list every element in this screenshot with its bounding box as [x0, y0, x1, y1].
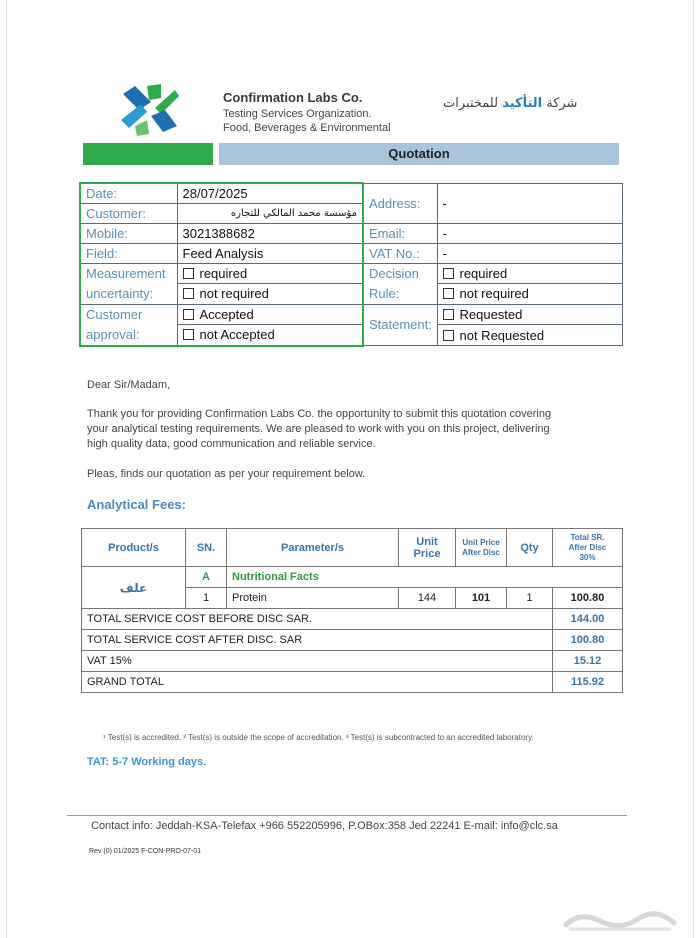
vat-value: - [437, 243, 622, 263]
header-after-disc [456, 529, 507, 567]
email-label: Email: [363, 223, 437, 243]
arabic-suffix: للمختبرات [443, 96, 503, 111]
header-product: Product/s [82, 529, 186, 567]
checkbox-icon[interactable] [183, 288, 194, 299]
row-sn: 1 [186, 588, 227, 609]
st-opt1-label: Requested [459, 306, 523, 322]
group-sn: A [186, 567, 227, 588]
email-value: - [437, 223, 622, 243]
st-opt2-label: not Requested [459, 327, 545, 343]
ca-option-accepted[interactable] [177, 304, 363, 325]
st-option-not-requested[interactable] [437, 325, 622, 346]
mu-option-not-required[interactable] [177, 284, 363, 305]
watermark-icon [560, 905, 680, 933]
company-name: Confirmation Labs Co. [223, 90, 363, 105]
mu-option-required[interactable] [177, 263, 363, 284]
address-value: - [437, 183, 622, 223]
arabic-prefix: شركة [542, 96, 578, 111]
company-name-arabic [443, 96, 577, 111]
intro-line3: high quality data, good communication and reliable service. [87, 438, 376, 450]
intro-line2: your analytical testing requirements. We are pleased to work with you on this project, delivering [87, 423, 550, 435]
intro-paragraph [87, 407, 627, 452]
product-name: علف [82, 567, 186, 609]
customer-approval-label [80, 304, 177, 346]
summary-label: VAT 15% [82, 651, 553, 672]
turnaround-time: TAT: 5-7 Working days. [87, 756, 207, 768]
summary-row [82, 630, 623, 651]
ca-opt1-label: Accepted [199, 306, 254, 322]
summary-value: 115.92 [553, 672, 623, 693]
row-qty: 1 [507, 588, 553, 609]
fees-table [81, 528, 623, 693]
company-subtitle [223, 107, 391, 135]
date-label: Date: [80, 183, 177, 203]
header-after-disc-1: Unit Price [462, 537, 500, 547]
row-unit-price: 144 [399, 588, 456, 609]
checkbox-icon[interactable] [183, 268, 194, 279]
company-subtitle-line1: Testing Services Organization. [223, 108, 372, 120]
statement-label: Statement: [363, 304, 437, 346]
ca-label-line1: Customer [86, 306, 143, 322]
header-total-3: 30% [579, 552, 596, 562]
checkbox-icon[interactable] [183, 309, 194, 320]
summary-row [82, 609, 623, 630]
ca-label-line2: approval: [86, 326, 140, 342]
checkbox-icon[interactable] [443, 288, 454, 299]
customer-value: مؤسسة محمد المالكي للتجاره [177, 203, 363, 223]
dr-label-line2: Rule: [369, 285, 400, 301]
header-sn: SN. [186, 529, 227, 567]
address-label: Address: [363, 183, 437, 223]
header-parameter: Parameter/s [227, 529, 399, 567]
dr-label-line1: Decision [369, 265, 419, 281]
title-bar [219, 143, 619, 165]
greeting: Dear Sir/Madam, [87, 379, 171, 391]
header-unit-price [399, 529, 456, 567]
company-subtitle-line2: Food, Beverages & Environmental [223, 122, 391, 134]
mobile-label: Mobile: [80, 223, 177, 243]
checkbox-icon[interactable] [443, 309, 454, 320]
ca-opt2-label: not Accepted [199, 327, 275, 343]
mobile-value: 3021388682 [177, 223, 363, 243]
quotation-note: Pleas, finds our quotation as per your requirement below. [87, 468, 366, 480]
summary-value: 15.12 [553, 651, 623, 672]
checkbox-icon[interactable] [443, 330, 454, 341]
vat-label: VAT No.: [363, 243, 437, 263]
summary-label: TOTAL SERVICE COST AFTER DISC. SAR [82, 630, 553, 651]
summary-row [82, 651, 623, 672]
footer-divider [67, 815, 627, 816]
summary-label: TOTAL SERVICE COST BEFORE DISC SAR. [82, 609, 553, 630]
field-value: Feed Analysis [177, 243, 363, 263]
measurement-uncertainty-label [80, 263, 177, 304]
accreditation-footnote: ¹ Test(s) is accredited. ² Test(s) is outside the scope of accreditation. ³ Test(s) is subcontracted to an accredited laboratory. [103, 733, 534, 742]
row-parameter: Protein [227, 588, 399, 609]
header-total-2: After Disc [568, 542, 607, 552]
summary-value: 144.00 [553, 609, 623, 630]
row-after-disc: 101 [456, 588, 507, 609]
mu-opt2-label: not required [199, 286, 269, 302]
decision-rule-label [363, 263, 437, 304]
title-bar-green [83, 143, 213, 165]
header-total-1: Total SR. [570, 532, 605, 542]
summary-label: GRAND TOTAL [82, 672, 553, 693]
row-total: 100.80 [553, 588, 623, 609]
header-unit-price-1: Unit [416, 535, 438, 548]
ca-option-not-accepted[interactable] [177, 325, 363, 346]
dr-opt1-label: required [459, 265, 508, 281]
contact-info: Contact info: Jeddah-KSA-Telefax +966 552205996, P.OBox:358 Jed 22241 E-mail: info@clc.sa [91, 820, 558, 832]
checkbox-icon[interactable] [443, 268, 454, 279]
revision-code: Rev (0) 01/2025 F-CON-PRO-07-01 [89, 848, 202, 855]
header-after-disc-2: After Disc [462, 547, 500, 557]
header-qty: Qty [507, 529, 553, 567]
header-total [553, 529, 623, 567]
summary-value: 100.80 [553, 630, 623, 651]
st-option-requested[interactable] [437, 304, 622, 325]
intro-line1: Thank you for providing Confirmation Labs Co. the opportunity to submit this quotation covering [87, 408, 552, 420]
dr-opt2-label: not required [459, 286, 529, 302]
document-page [6, 0, 694, 938]
dr-option-not-required[interactable] [437, 284, 622, 305]
date-value: 28/07/2025 [177, 183, 363, 203]
checkbox-icon[interactable] [183, 329, 194, 340]
document-title: Quotation [388, 146, 450, 161]
field-label: Field: [80, 243, 177, 263]
client-info-table [79, 182, 623, 347]
summary-row [82, 672, 623, 693]
arabic-highlight: التأكيد [502, 96, 543, 111]
mu-label-line1: Measurement [86, 265, 166, 281]
fees-title: Analytical Fees: [87, 497, 186, 512]
mu-opt1-label: required [199, 265, 248, 281]
company-logo-icon [117, 80, 183, 138]
header-unit-price-2: Price [413, 547, 441, 560]
dr-option-required[interactable] [437, 263, 622, 284]
customer-label: Customer: [80, 203, 177, 223]
group-name: Nutritional Facts [227, 567, 623, 588]
mu-label-line2: uncertainty: [86, 285, 154, 301]
